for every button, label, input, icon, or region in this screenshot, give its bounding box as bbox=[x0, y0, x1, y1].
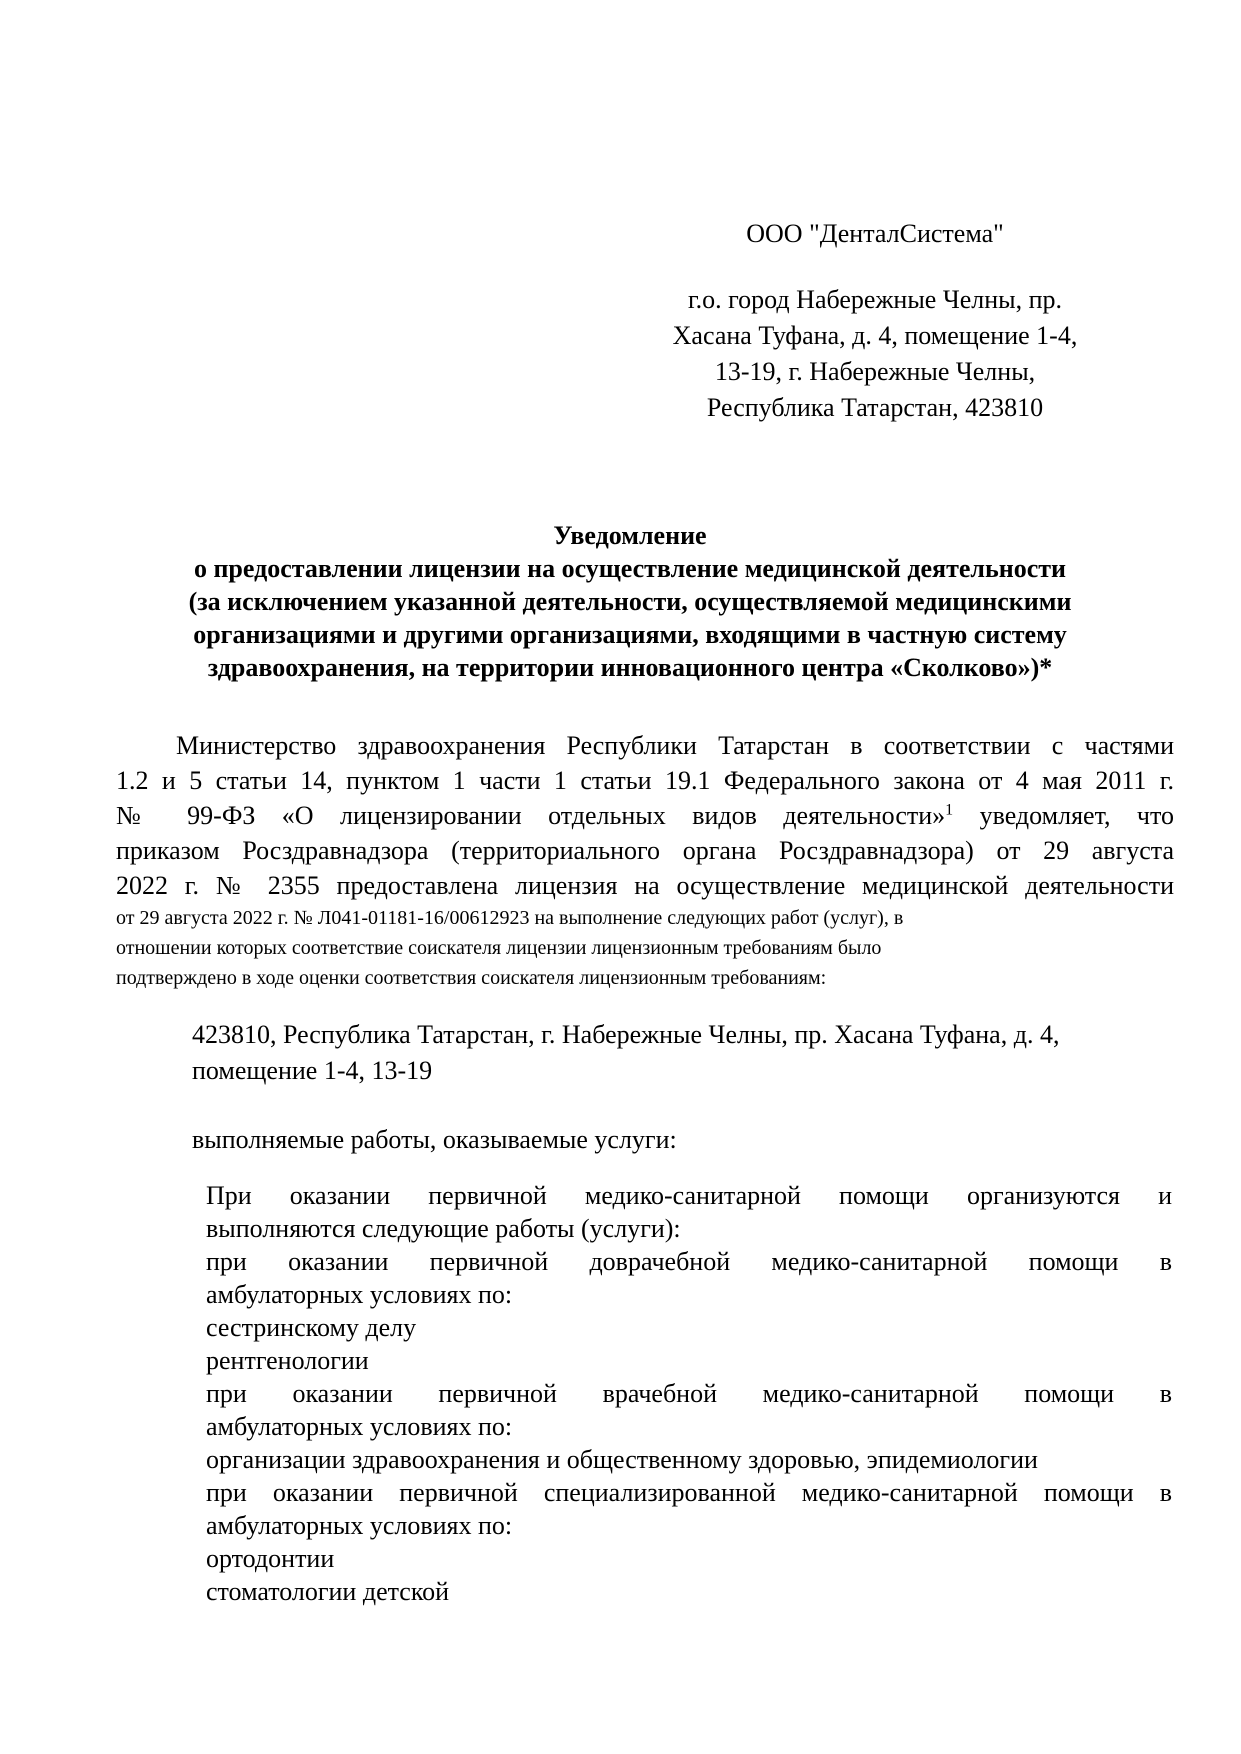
service-line: рентгенологии bbox=[206, 1346, 369, 1375]
activity-address-line: 423810, Республика Татарстан, г. Набережные Челны, пр. Хасана Туфана, д. 4, bbox=[192, 1020, 1060, 1049]
law-reference: № 99-ФЗ «О лицензировании отдельных видов деятельности» bbox=[116, 801, 946, 830]
body-line: приказом Росздравнадзора (территориального органа Росздравнадзора) от 29 августа bbox=[116, 836, 1174, 865]
recipient-address-line: Хасана Туфана, д. 4, помещение 1-4, bbox=[672, 321, 1078, 350]
service-line: при оказании первичной специализированной медико-санитарной помощи в bbox=[206, 1478, 1172, 1507]
service-line: амбулаторных условиях по: bbox=[206, 1412, 513, 1441]
license-detail-line: подтверждено в ходе оценки соответствия соискателя лицензионным требованиям: bbox=[116, 967, 827, 989]
title-line: организациями и другими организациями, входящими в частную систему bbox=[193, 620, 1067, 649]
body-line: 2022 г. № 2355 предоставлена лицензия на осуществление медицинской деятельности bbox=[116, 871, 1174, 900]
footnote-mark: 1 bbox=[945, 801, 954, 819]
service-line: сестринскому делу bbox=[206, 1313, 417, 1342]
body-line: Министерство здравоохранения Республики Татарстан в соответствии с частями bbox=[176, 731, 1174, 760]
service-line: организации здравоохранения и общественному здоровью, эпидемиологии bbox=[206, 1445, 1038, 1474]
service-line: При оказании первичной медико-санитарной помощи организуются и bbox=[206, 1181, 1172, 1210]
activity-address-line: помещение 1-4, 13-19 bbox=[192, 1056, 433, 1085]
body-line bbox=[116, 798, 1174, 833]
license-details bbox=[116, 903, 1174, 993]
body-line: 1.2 и 5 статьи 14, пунктом 1 части 1 статьи 19.1 Федерального закона от 4 мая 2011 г. bbox=[116, 766, 1174, 795]
service-line: выполняются следующие работы (услуги): bbox=[206, 1214, 681, 1243]
service-line: амбулаторных условиях по: bbox=[206, 1511, 513, 1540]
recipient-name: ООО "ДенталСистема" bbox=[746, 219, 1004, 248]
service-line: амбулаторных условиях по: bbox=[206, 1280, 513, 1309]
title-heading: Уведомление bbox=[553, 521, 707, 550]
title-line: (за исключением указанной деятельности, осуществляемой медицинскими bbox=[188, 587, 1072, 616]
license-detail-line: отношении которых соответствие соискателя лицензии лицензионным требованиям было bbox=[116, 937, 882, 959]
recipient-address-line: г.о. город Набережные Челны, пр. bbox=[687, 285, 1063, 314]
recipient-address-line: 13-19, г. Набережные Челны, bbox=[714, 357, 1036, 386]
service-line: при оказании первичной доврачебной медико-санитарной помощи в bbox=[206, 1247, 1172, 1276]
body-paragraph bbox=[116, 728, 1174, 903]
body-line-tail: уведомляет, что bbox=[953, 801, 1174, 830]
services-list bbox=[206, 1179, 1172, 1608]
service-line: при оказании первичной врачебной медико-санитарной помощи в bbox=[206, 1379, 1172, 1408]
title-line: о предоставлении лицензии на осуществление медицинской деятельности bbox=[193, 554, 1067, 583]
recipient-address-line: Республика Татарстан, 423810 bbox=[706, 393, 1044, 422]
document-title bbox=[130, 519, 1130, 684]
title-line: здравоохранения, на территории инновационного центра «Сколково»)* bbox=[207, 653, 1053, 682]
license-detail-line: от 29 августа 2022 г. № Л041-01181-16/00612923 на выполнение следующих работ (услуг), в bbox=[116, 907, 904, 929]
works-label: выполняемые работы, оказываемые услуги: bbox=[192, 1125, 677, 1154]
activity-address bbox=[192, 1017, 1172, 1089]
recipient-address bbox=[640, 282, 1110, 426]
service-line: ортодонтии bbox=[206, 1544, 335, 1573]
service-line: стоматологии детской bbox=[206, 1577, 450, 1606]
